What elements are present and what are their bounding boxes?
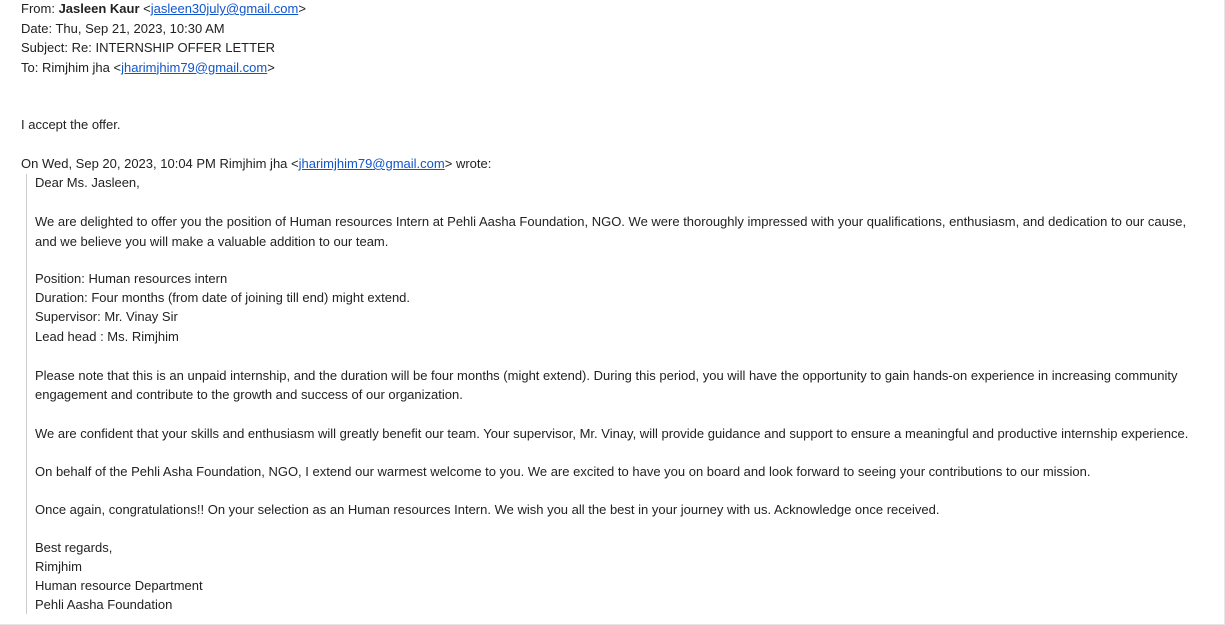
subject-line — [21, 39, 1201, 59]
spacer — [35, 251, 1196, 270]
quote-attribution — [21, 155, 491, 172]
spacer — [35, 347, 1196, 366]
from-label: From: — [21, 1, 55, 16]
paragraph-offer: We are delighted to offer you the position of Human resources Intern at Pehli Aasha Foundation, NGO. We were thoroughly impressed with your qualifications, enthusiasm, and dedication to our cause, and we believe you will make a valuable addition to our team. — [35, 214, 1187, 249]
to-open-bracket: < — [113, 59, 122, 75]
from-close-bracket: > — [298, 1, 306, 16]
lead-head-line: Lead head : Ms. Rimjhim — [35, 328, 179, 344]
supervisor-line: Supervisor: Mr. Vinay Sir — [35, 309, 178, 325]
to-label: To: — [21, 59, 39, 75]
from-line — [21, 0, 1201, 20]
spacer — [35, 404, 1196, 423]
to-line — [21, 59, 1201, 79]
to-close-bracket: > — [267, 59, 275, 75]
from-open-bracket: < — [143, 1, 151, 16]
date-line — [21, 20, 1201, 40]
from-name: Jasleen Kaur — [58, 1, 140, 16]
spacer — [35, 443, 1196, 462]
to-email-link[interactable]: jharimjhim79@gmail.com — [121, 59, 268, 75]
paragraph-unpaid: Please note that this is an unpaid internship, and the duration will be four months (might extend). During this period, you will have the opportunity to gain hands-on experience in increasing community engagement and contribute to the growth and success of our organization. — [35, 367, 1178, 403]
subject-label: Subject: — [21, 40, 68, 55]
greeting: Dear Ms. Jasleen, — [35, 175, 140, 190]
spacer — [35, 519, 1196, 538]
to-name: Rimjhim jha — [41, 59, 110, 75]
date-value: Thu, Sep 21, 2023, 10:30 AM — [55, 20, 225, 36]
spacer — [35, 481, 1196, 500]
signature-name: Rimjhim — [35, 558, 82, 574]
signature-department: Human resource Department — [35, 578, 203, 594]
attribution-prefix: On Wed, Sep 20, 2023, 10:04 PM Rimjhim jha < — [21, 156, 299, 171]
paragraph-confident: We are confident that your skills and enthusiasm will greatly benefit our team. Your supervisor, Mr. Vinay, will provide guidance and support to ensure a meaningful and productive internship experience. — [35, 425, 1189, 441]
paragraph-welcome: On behalf of the Pehli Asha Foundation, NGO, I extend our warmest welcome to you. We are excited to have you on board and look forward to seeing your contributions to our mission. — [35, 463, 1091, 479]
position-line: Position: Human resources intern — [35, 270, 228, 286]
signature-organization: Pehli Aasha Foundation — [35, 597, 173, 613]
date-label: Date: — [21, 20, 53, 36]
signoff: Best regards, — [35, 539, 113, 555]
paragraph-congratulations: Once again, congratulations!! On your selection as an Human resources Intern. We wish you all the best in your journey with us. Acknowledge once received. — [35, 502, 940, 518]
duration-line: Duration: Four months (from date of joining till end) might extend. — [35, 290, 411, 306]
subject-value: Re: INTERNSHIP OFFER LETTER — [71, 40, 276, 55]
spacer — [35, 193, 1196, 212]
reply-text: I accept the offer. — [21, 117, 121, 132]
email-headers — [21, 0, 1201, 78]
from-email-link[interactable]: jasleen30july@gmail.com — [150, 1, 299, 16]
attribution-email-link[interactable]: jharimjhim79@gmail.com — [298, 156, 445, 171]
attribution-suffix: > wrote: — [444, 156, 492, 171]
quoted-message — [26, 174, 1196, 614]
